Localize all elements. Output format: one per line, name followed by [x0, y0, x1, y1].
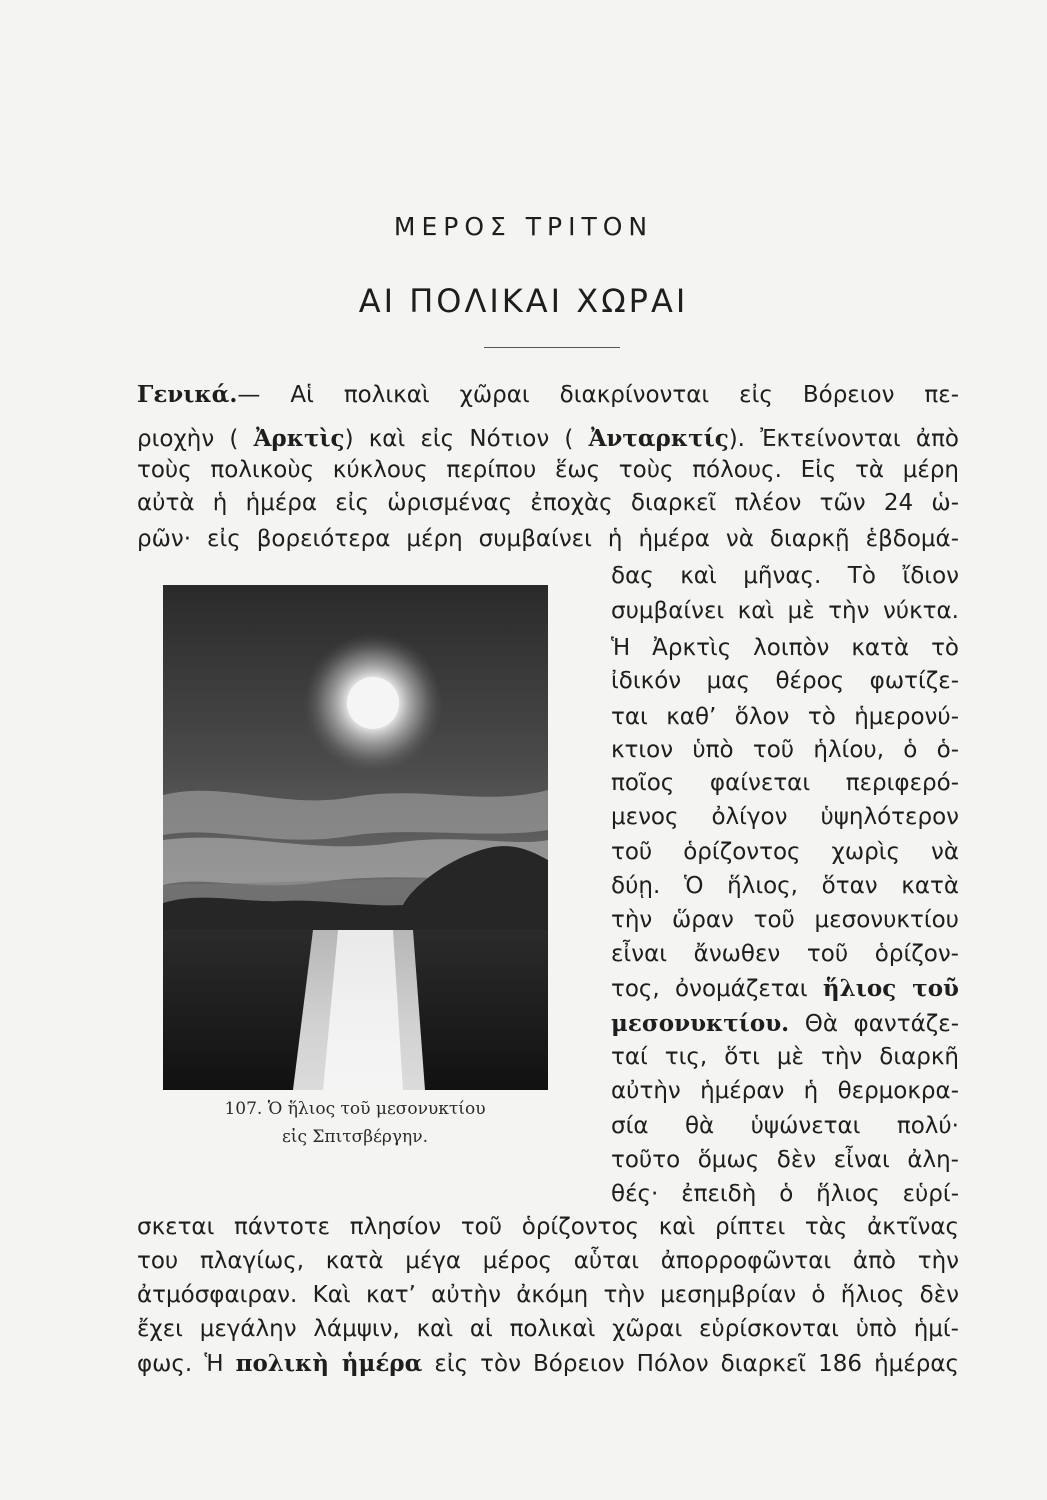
text-line: μενος ὀλίγον ὑψηλότερον [611, 804, 959, 830]
text-span: Θὰ φαντάζε- [789, 1011, 959, 1037]
text-span: ). Ἐκτείνονται ἀπὸ [728, 426, 960, 452]
text-span: ) καὶ εἰς Νότιον ( [344, 426, 589, 452]
bold-term: Ἀνταρκτίς [588, 425, 729, 452]
text-span: φως. Ἡ [137, 1351, 236, 1377]
text-span: — Αἱ πολικαὶ χῶραι διακρίνονται εἰς Βόρειον πε- [237, 382, 959, 408]
bold-term: πολικὴ ἡμέρα [235, 1350, 423, 1377]
text-line: δας καὶ μῆνας. Τὸ ἴδιον [611, 563, 959, 589]
text-line [137, 380, 959, 410]
text-line: αὐτὰ ἡ ἡμέρα εἰς ὡρισμένας ἐποχὰς διαρκεῖ πλέον τῶν 24 ὡ- [137, 490, 959, 516]
text-line: ταί τις, ὅτι μὲ τὴν διαρκῆ [611, 1044, 959, 1070]
text-line: ἔχει μεγάλην λάμψιν, καὶ αἱ πολικαὶ χῶραι εὑρίσκονται ὑπὸ ἡμί- [137, 1316, 959, 1342]
text-line: ποῖος φαίνεται περιφερό- [611, 770, 959, 796]
text-line: αὐτὴν ἡμέραν ἡ θερμοκρα- [611, 1078, 959, 1104]
text-line: σία θὰ ὑψώνεται πολύ· [611, 1113, 959, 1139]
text-line [611, 974, 959, 1004]
bold-term: Ἀρκτὶς [253, 425, 345, 452]
bold-term: μεσονυκτίου. [611, 1010, 790, 1037]
text-line: ἰδικόν μας θέρος φωτίζε- [611, 668, 959, 694]
text-line: συμβαίνει καὶ μὲ τὴν νύκτα. [611, 598, 959, 624]
text-line [137, 1349, 959, 1379]
text-line: εἶναι ἄνωθεν τοῦ ὁρίζον- [611, 941, 959, 967]
title-divider [484, 347, 620, 348]
text-line: του πλαγίως, κατὰ μέγα μέρος αὗται ἀπορροφῶνται ἀπὸ τὴν [137, 1248, 959, 1274]
text-line: δύῃ. Ὁ ἥλιος, ὅταν κατὰ [611, 873, 959, 899]
figure-caption-line2: εἰς Σπιτσβέργην. [282, 1127, 428, 1147]
figure-caption-line1: 107. Ὁ ἥλιος τοῦ μεσονυκτίου [224, 1099, 486, 1119]
bold-term: ἥλιος τοῦ [822, 975, 960, 1002]
text-line [611, 1009, 959, 1039]
text-line: Ἡ Ἀρκτὶς λοιπὸν κατὰ τὸ [611, 635, 959, 661]
text-line: ρῶν· εἰς βορειότερα μέρη συμβαίνει ἡ ἡμέρα νὰ διαρκῇ ἑβδομά- [137, 526, 959, 552]
midnight-sun-photo [163, 585, 548, 1090]
text-line: ἀτμόσφαιραν. Καὶ κατ’ αὐτὴν ἀκόμη τὴν μεσημβρίαν ὁ ἥλιος δὲν [137, 1282, 959, 1308]
text-line [137, 424, 959, 454]
text-line: τοὺς πολικοὺς κύκλους περίπου ἕως τοὺς πόλους. Εἰς τὰ μέρη [137, 457, 959, 483]
text-span: ριοχὴν ( [137, 426, 254, 452]
text-line: θές· ἐπειδὴ ὁ ἥλιος εὑρί- [611, 1181, 959, 1207]
bold-term: Γενικά. [137, 381, 238, 408]
text-line: τοῦτο ὅμως δὲν εἶναι ἀλη- [611, 1147, 959, 1173]
text-line: τοῦ ὁρίζοντος χωρὶς νὰ [611, 839, 959, 865]
chapter-title: ΑΙ ΠΟΛΙΚΑΙ ΧΩΡΑΙ [358, 282, 689, 320]
part-title: ΜΕΡΟΣ ΤΡΙΤΟΝ [393, 212, 654, 241]
text-span: τος, ὀνομάζεται [611, 976, 823, 1002]
text-line: κτιον ὑπὸ τοῦ ἡλίου, ὁ ὁ- [611, 737, 959, 763]
text-line: τὴν ὥραν τοῦ μεσονυκτίου [611, 907, 959, 933]
text-line: ται καθ’ ὅλον τὸ ἡμερονύ- [611, 704, 959, 730]
text-span: εἰς τὸν Βόρειον Πόλον διαρκεῖ 186 ἡμέρας [422, 1351, 959, 1377]
text-line: σκεται πάντοτε πλησίον τοῦ ὁρίζοντος καὶ ρίπτει τὰς ἀκτῖνας [137, 1214, 959, 1240]
